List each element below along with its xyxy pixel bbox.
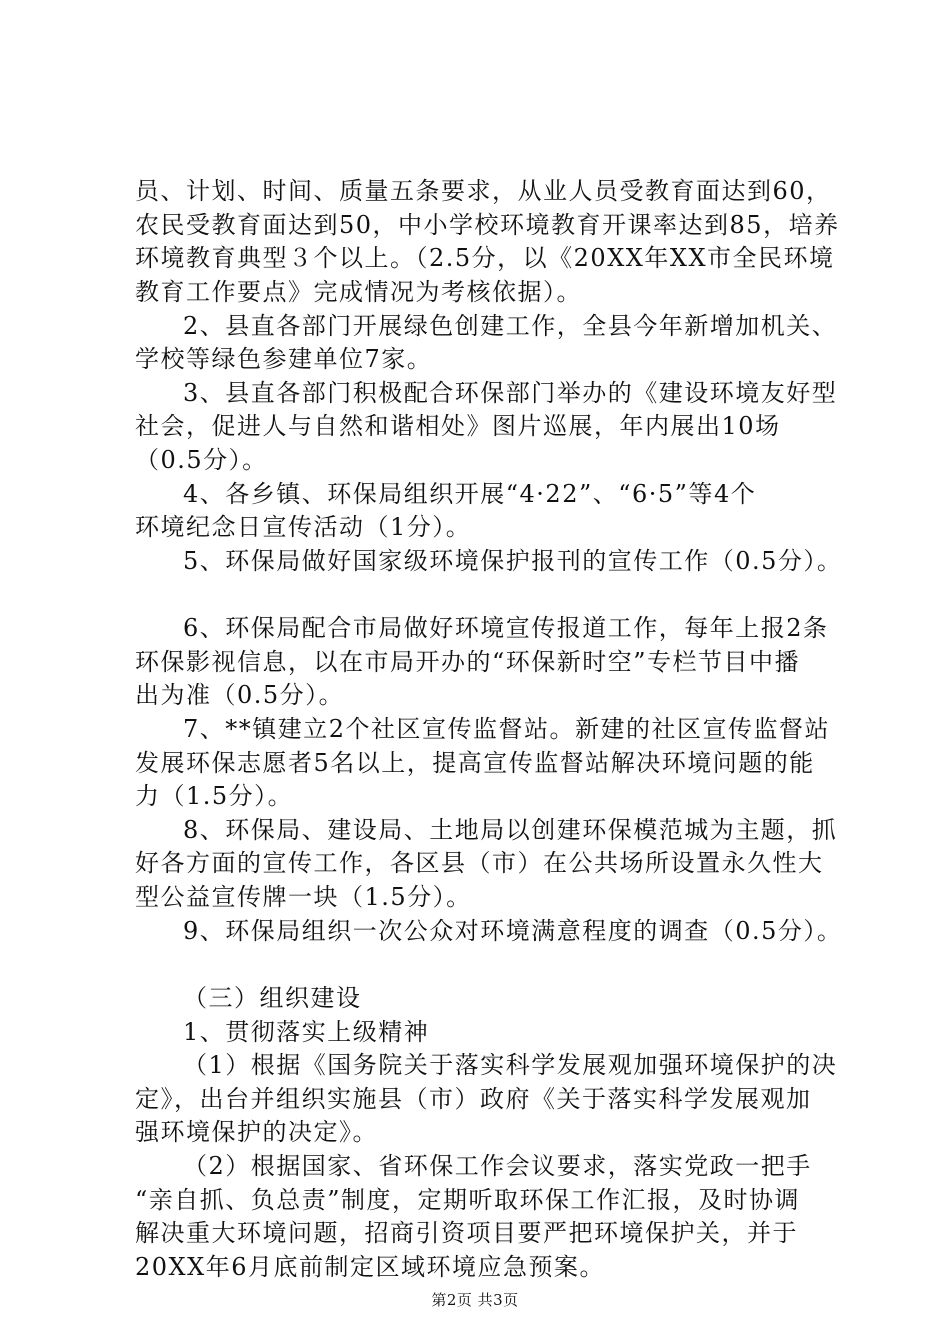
text-line: 8、环保局、建设局、土地局以创建环保模范城为主题，抓 [183,816,838,844]
text-line: 5、环保局做好国家级环境保护报刊的宣传工作（0.5分）。 [183,547,843,575]
text-line: 20XX年6月底前制定区域环境应急预案。 [135,1253,605,1281]
text-line: 员、计划、时间、质量五条要求，从业人员受教育面达到60， [135,177,832,205]
text-line: 6、环保局配合市局做好环境宣传报道工作，每年上报2条 [183,614,829,642]
page-number-footer: 第2页 共3页 [431,1291,519,1309]
text-line: 好各方面的宣传工作，各区县（市）在公共场所设置永久性大 [135,849,824,877]
text-line: 力（1.5分）。 [135,782,294,810]
text-line: （0.5分）。 [135,446,268,474]
text-line: 4、各乡镇、环保局组织开展“4·22”、“6·5”等4个 [183,480,757,508]
text-line: 出为准（0.5分）。 [135,681,345,709]
text-line: 发展环保志愿者5名以上，提高宣传监督站解决环境问题的能 [135,749,815,777]
section-heading: （三）组织建设 [183,984,362,1012]
text-line: 学校等绿色参建单位7家。 [135,345,433,373]
text-line: 定》，出台并组织实施县（市）政府《关于落实科学发展观加 [135,1085,812,1113]
text-line: 社会，促进人与自然和谐相处》图片巡展，年内展出10场 [135,412,781,440]
text-line: 2、县直各部门开展绿色创建工作，全县今年新增加机关、 [183,312,838,340]
text-line: 型公益宣传牌一块（1.5分）。 [135,883,472,911]
text-line: 9、环保局组织一次公众对环境满意程度的调查（0.5分）。 [183,917,843,945]
text-line: 强环境保护的决定》。 [135,1118,378,1146]
text-line: （2）根据国家、省环保工作会议要求，落实党政一把手 [183,1152,812,1180]
text-line: 7、**镇建立2个社区宣传监督站。新建的社区宣传监督站 [183,715,831,743]
text-line: （1）根据《国务院关于落实科学发展观加强环境保护的决 [183,1051,838,1079]
text-line: 农民受教育面达到50，中小学校环境教育开课率达到85，培养 [135,211,840,239]
text-line: 环境纪念日宣传活动（1分）。 [135,513,472,541]
text-line: 环保影视信息，以在市局开办的“环保新时空”专栏节目中播 [135,648,801,676]
text-line: “亲自抓、负总责”制度，定期听取环保工作汇报，及时协调 [135,1186,801,1214]
subsection-heading: 1、贯彻落实上级精神 [183,1018,430,1046]
text-line: 3、县直各部门积极配合环保部门举办的《建设环境友好型 [183,379,838,407]
text-line: 解决重大环境问题，招商引资项目要严把环境保护关，并于 [135,1219,798,1247]
text-line: 环境教育典型３个以上。（2.5分，以《20XX年XX市全民环境 [135,244,835,272]
text-line: 教育工作要点》完成情况为考核依据）。 [135,278,582,306]
